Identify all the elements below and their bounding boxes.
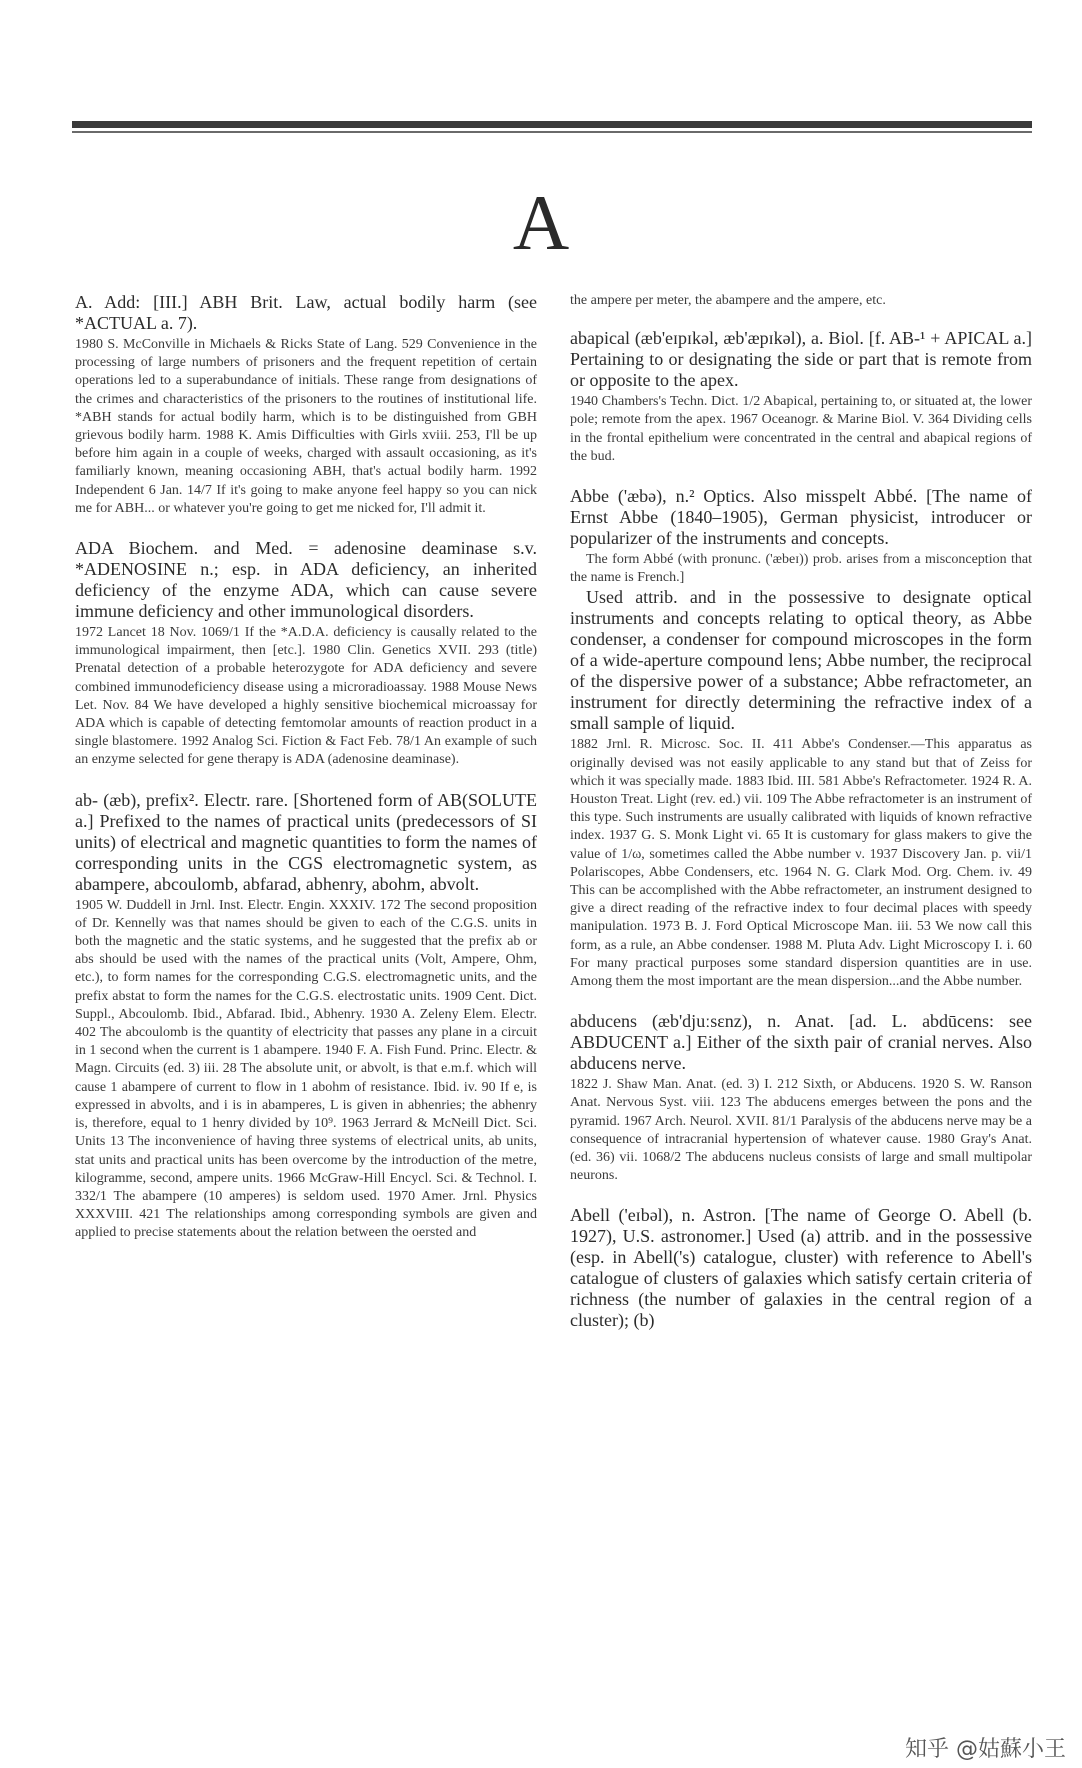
entry-head: ab- (æb), prefix². Electr. rare. [Shortened form of AB(SOLUTE a.] Prefixed to the names of practical units (predecessors of SI units) of electrical and magnetic quantities to form the names of corresponding units in the CGS electromagnetic system, as abampere, abcoulomb, abfarad, abhenry, abohm, abvolt. bbox=[75, 789, 537, 894]
watermark: 知乎 @姑蘇小王 bbox=[905, 1737, 1066, 1762]
section-letter: A bbox=[512, 179, 570, 266]
entry-quotations: 1972 Lancet 18 Nov. 1069/1 If the *A.D.A. deficiency is causally related to the immunological impairment, then [etc.]. 1980 Clin. Genetics XVII. 293 (title) Prenatal detection of a probable heterozygote for ADA deficiency and severe combined immunodeficiency disease using a microradioassay. 1988 Mouse News Let. Nov. 84 We have developed a highly sensitive biochemical microassay for ADA which is capable of detecting femtomolar amounts of reaction product in a single blastomere. 1992 Analog Sci. Fiction & Fact Feb. 78/1 An example of such an enzyme selected for gene therapy is ADA (adenosine deaminase). bbox=[75, 625, 537, 768]
entry-head: abducens (æb'djuːsɛnz), n. Anat. [ad. L. abdūcens: see ABDUCENT a.] Either of the sixth pair of cranial nerves. Also abducens nerve. bbox=[570, 1011, 1032, 1074]
entry-abducens bbox=[570, 1011, 1032, 1185]
entry-quotations: 1980 S. McConville in Michaels & Ricks State of Lang. 529 Convenience in the processing of large numbers of prisoners and the frequent repetition of certain operations led to a superabundance of initials. These range from designations of the crimes and characteristics of the prisoners to the routines of institutional life. *ABH stands for actual bodily harm, which is to be distinguished from GBH grievous bodily harm. 1988 K. Amis Difficulties with Girls xviii. 253, I'll be up before him again in a couple of weeks, charged with assault occasioning, as it's familiarly known, meaning occasioning ABH, that's actual bodily harm. 1992 Independent 6 Jan. 14/7 If it's going to make anyone feel happy so you can nick me for ABH... or whatever you're going to get me nicked for, I'll admit it. bbox=[75, 337, 537, 516]
entry-quotations: 1822 J. Shaw Man. Anat. (ed. 3) I. 212 Sixth, or Abducens. 1920 S. W. Ranson Anat. Nervous Syst. viii. 123 The abducens emerges between the pons and the pyramid. 1967 Arch. Neurol. XVII. 81/1 Paralysis of the abducens nerve may be a consequence of intracranial hypertension of whatever cause. 1980 Gray's Anat. (ed. 36) vii. 1068/2 The abducens nucleus consists of large and small multipolar neurons. bbox=[570, 1077, 1032, 1184]
entry-abapical bbox=[570, 328, 1032, 466]
entry-head: A. Add: [III.] ABH Brit. Law, actual bodily harm (see *ACTUAL a. 7). bbox=[75, 292, 537, 333]
entry-quotations: 1940 Chambers's Techn. Dict. 1/2 Abapical, pertaining to, or situated at, the lower pole; remote from the apex. 1967 Oceanogr. & Marine Biol. V. 364 Dividing cells in the frontal epithelium were concentrated in the central and abapical regions of the bud. bbox=[570, 394, 1032, 464]
header-rule-thin bbox=[72, 131, 1032, 133]
entry-quotations: 1882 Jrnl. R. Microsc. Soc. II. 411 Abbe's Condenser.—This apparatus as originally devised was not easily applicable to any stand but that of Zeiss for which it was specially made. 1883 Ibid. III. 581 Abbe's Refractometer. 1924 R. A. Houston Treat. Light (rev. ed.) vii. 109 The Abbe refractometer is an instrument of this type. Such instruments are usually calibrated with liquids of known refractive index. 1937 G. S. Monk Light vi. 65 It is customary for glass makers to give the value of 1/ω, sometimes called the Abbe number ν. 1937 Discovery Jan. p. vii/1 Polariscopes, Abbe Condensers, etc. 1964 N. G. Clark Mod. Org. Chem. iv. 49 This can be accomplished with the Abbe refractometer, an instrument designed to give a direct reading of the refractive index to four decimal places with speedy manipulation. 1973 B. J. Ford Optical Microscope Man. iii. 53 We now call this form, as a rule, an Abbe condenser. 1988 M. Pluta Adv. Light Microscopy I. i. 60 For many practical purposes some standard dispersion quantities are in use. Among them the most important are the mean dispersion...and the Abbe number. bbox=[570, 737, 1032, 990]
entry-abell bbox=[570, 1205, 1032, 1331]
entry-ab-prefix bbox=[75, 790, 537, 1243]
entry-head: abapical (æb'eɪpɪkəl, æb'æpɪkəl), a. Biol. [f. AB-¹ + APICAL a.] Pertaining to or designating the side or part that is remote from or opposite to the apex. bbox=[570, 328, 1032, 391]
entry-ada bbox=[75, 538, 537, 770]
right-column bbox=[570, 292, 1032, 1351]
entry-head: Abbe ('æbə), n.² Optics. Also misspelt Abbé. [The name of Ernst Abbe (1840–1905), German physicist, introducer or popularizer of the instruments and concepts. bbox=[570, 486, 1032, 549]
header-rule-thick bbox=[72, 121, 1032, 128]
entry-note: The form Abbé (with pronunc. ('æbeɪ)) prob. arises from a misconception that the name is French.] bbox=[570, 552, 1032, 586]
entry-head: Abell ('eɪbəl), n. Astron. [The name of George O. Abell (b. 1927), U.S. astronomer.] Used (a) attrib. and in the possessive (esp. in Abell('s) catalogue, cluster) with reference to Abell's catalogue of clusters of galaxies which satisfy certain criteria of richness (the number of galaxies in the central region of a cluster); (b) bbox=[570, 1205, 1032, 1331]
left-column bbox=[75, 292, 537, 1263]
entry-quotations: 1905 W. Duddell in Jrnl. Inst. Electr. Engin. XXXIV. 172 The second proposition of Dr. Kennelly was that names should be given to each of the C.G.S. units in both the magnetic and the static systems, and he suggested that the prefix ab or abs should be used with the names of the practical units (Volt, Ampere, Ohm, etc.), to form names for the corresponding C.G.S. electromagnetic units, and the prefix abstat to form the names for the C.G.S. electrostatic units. 1909 Cent. Dict. Suppl., Abcoulomb. Ibid., Abfarad. Ibid., Abhenry. 1930 A. Zeleny Elem. Electr. 402 The abcoulomb is the quantity of electricity that passes any plane in a circuit in 1 second when the current is 1 abampere. 1940 F. A. Fish Fund. Princ. Electr. & Magn. Circuits (ed. 3) iii. 28 The absolute unit, or abvolt, is that e.m.f. which will cause 1 abampere of current to flow in 1 abohm of resistance. Ibid. iv. 90 If e, is expressed in abvolts, and i is in abamperes, L is given in abhenries; the abhenry is, therefore, equal to 1 henry divided by 10⁹. 1963 Jerrard & McNeill Dict. Sci. Units 13 The inconvenience of having three systems of electrical units, ab units, stat units and practical units has been overcome by the introduction of the metre, kilogramme, second, ampere units. 1966 McGraw-Hill Encycl. Sci. & Technol. I. 332/1 The abampere (10 amperes) is seldom used. 1970 Amer. Jrnl. Physics XXXVIII. 421 The relationships among corresponding symbols are given and applied to precise statements about the relation between the oersted and bbox=[75, 897, 537, 1241]
continuation-text: the ampere per meter, the abampere and the ampere, etc. bbox=[570, 293, 886, 308]
entry-abbe bbox=[570, 486, 1032, 991]
entry-head: ADA Biochem. and Med. = adenosine deaminase s.v. *ADENOSINE n.; esp. in ADA deficiency, an inherited deficiency of the enzyme ADA, which can cause severe immune deficiency and other immunological disorders. bbox=[75, 538, 537, 622]
entry-a-abh bbox=[75, 292, 537, 518]
entry-sense: Used attrib. and in the possessive to designate optical instruments and concepts relating to optical theory, as Abbe condenser, a condenser for compound microscopes in the form of a wide-aperture compound lens; Abbe number, the reciprocal of the dispersive power of a substance; Abbe refractometer, an instrument for directly determining the refractive index of a small sample of liquid. bbox=[570, 587, 1032, 734]
